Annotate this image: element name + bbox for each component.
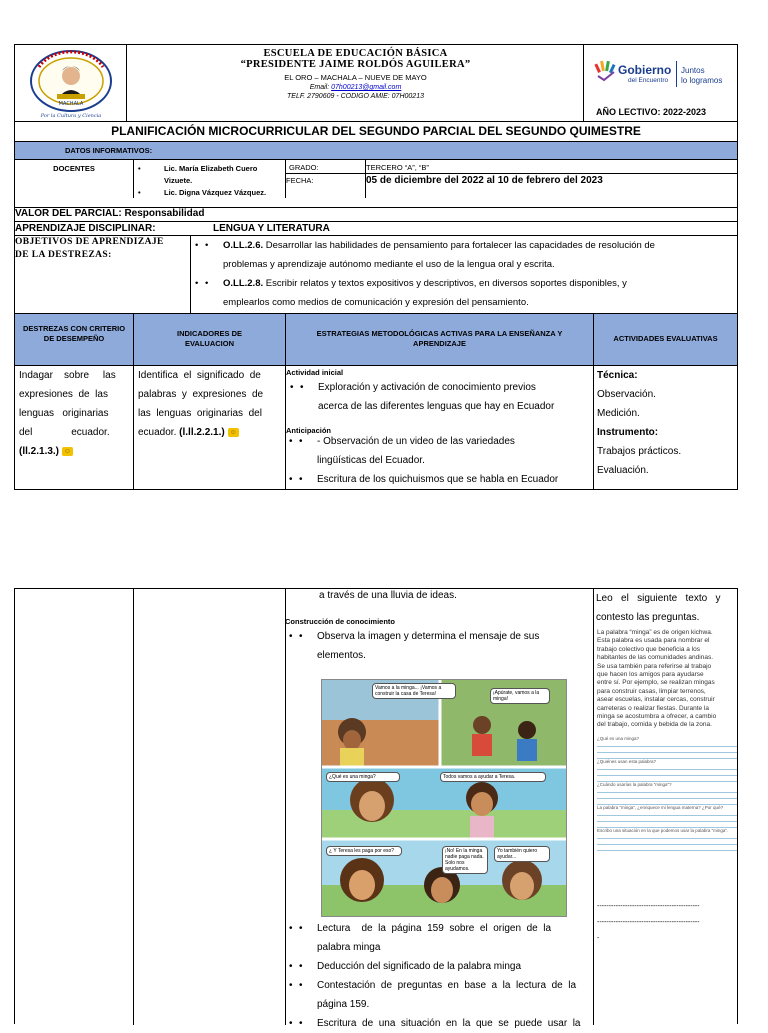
- questions-block: [597, 736, 737, 851]
- fecha-value: 05 de diciembre del 2022 al 10 de febrero del 2023: [366, 175, 603, 186]
- lectura-item-cont: palabra minga: [317, 942, 381, 953]
- reading-line: entre sí. Por ejemplo, se realizan mingas: [597, 679, 715, 687]
- docentes-list: [133, 160, 285, 198]
- destreza-cell: [19, 366, 131, 461]
- deduccion-item: Deducción del significado de la palabra minga: [317, 961, 522, 972]
- speech-bubble: ¿ Y Teresa les paga por eso?: [326, 846, 402, 856]
- question: ¿Quiénes usan esta palabra?: [597, 758, 657, 764]
- reading-line: Se usa también para referirse al trabajo: [597, 662, 712, 670]
- datos-header: [15, 141, 737, 160]
- estrategias-cont-cell: a través de una lluvia de ideas. Construcción de conocimiento • • Observa la imagen y determina el mensaje de sus elementos.: [285, 589, 593, 665]
- gov-logo-word1: Gobierno: [618, 63, 672, 77]
- actividades-cont-cell: [596, 589, 737, 627]
- school-year: AÑO LECTIVO: 2022-2023: [596, 107, 707, 117]
- objetivos-label: [15, 236, 190, 262]
- leo-line: contesto las preguntas.: [596, 612, 700, 623]
- anticip-item: - Observación de un video de las variedades: [317, 436, 515, 447]
- objetivo-text: Escribir relatos y textos expositivos y descriptivos, en diversos soportes disponibles, y: [265, 278, 627, 289]
- answer-lines[interactable]: [597, 810, 737, 828]
- indicador-cell: [133, 366, 285, 490]
- school-subname: “PRESIDENTE JAIME ROLDÓS AGUILERA”: [240, 59, 471, 70]
- actividad-inicial-label: Actividad inicial: [286, 368, 344, 377]
- tecnica-label: Técnica:: [597, 370, 638, 381]
- answer-lines[interactable]: [597, 833, 737, 851]
- question: ¿Cuándo usarías la palabra “minga”?: [597, 781, 672, 787]
- instrumento-item: Evaluación.: [597, 465, 649, 476]
- answer-lines[interactable]: [597, 787, 737, 805]
- col-indicadores-2: EVALUACION: [184, 339, 235, 348]
- col-divider: [133, 589, 135, 1025]
- docente-1-cont: Vizuete.: [164, 176, 193, 185]
- reading-line: para construir casas, limpiar terrenos,: [597, 687, 706, 695]
- destreza-code: (ll.2.1.3.): [19, 446, 60, 457]
- estrategias-cell: Actividad inicial • • Exploración y activación de conocimiento previos acerca de las diferentes lenguas que hay en Ecuador Anticipación: [285, 366, 594, 490]
- objetivo-item: • • O.LL.2.8. Escribir relatos y textos expositivos y descriptivos, en diversos soportes disponibles, y emplearlos como medios de comunicación y expresión del pensamiento.: [191, 274, 738, 312]
- observa-item: Observa la imagen y determina el mensaje de sus: [317, 631, 540, 642]
- contestacion-item-cont: página 159.: [317, 999, 370, 1010]
- objetivo-text: Desarrollar las habilidades de pensamiento para fortalecer las capacidades de resolución de: [265, 240, 655, 251]
- indicador-code: (l.ll.2.2.1.): [179, 427, 225, 438]
- indicador-line: palabras y expresiones de: [138, 389, 264, 400]
- destreza-line: Indagar sobre las: [19, 370, 116, 381]
- reading-line: La palabra “minga” es de origen kichwa.: [597, 629, 713, 636]
- destreza-line: lenguas originarias: [19, 408, 109, 419]
- col-estrategias: [285, 314, 593, 366]
- dash-lines: [597, 899, 737, 947]
- gov-logo-slogan: [681, 66, 722, 86]
- question: La palabra “minga”, ¿enriquece mi lengua materna? ¿Por qué?: [597, 804, 724, 810]
- objetivos-list: [190, 236, 738, 314]
- svg-text:MACHALA: MACHALA: [58, 101, 84, 107]
- objetivo-item: • • O.LL.2.6. Desarrollar las habilidades de pensamiento para fortalecer las capacidades de resolución de problemas y aprendizaje autónomo mediante el uso de la lengua oral y escrita.: [191, 236, 738, 274]
- col-estrategias-1: ESTRATEGIAS METODOLÓGICAS ACTIVAS PARA LA ENSEÑANZA Y: [316, 329, 563, 338]
- datos-row: [15, 159, 737, 198]
- dash-line: --------------------------------------------: [597, 919, 700, 926]
- speech-bubble: ¿Qué es una minga?: [326, 772, 400, 782]
- page-title: PLANIFICACIÓN MICROCURRICULAR DEL SEGUNDO PARCIAL DEL SEGUNDO QUIMESTRE: [15, 121, 737, 142]
- anticip-item-cont: lingüísticas del Ecuador.: [317, 455, 425, 466]
- dash-line: --------------------------------------------: [597, 903, 700, 910]
- indicador-line: Identifica el significado de: [138, 370, 261, 381]
- reading-text: [597, 629, 737, 730]
- cont-line: a través de una lluvia de ideas.: [319, 590, 457, 601]
- col-destrezas: [15, 324, 133, 344]
- reading-line: trabajo colectivo que beneficia a los: [597, 645, 700, 653]
- aprendizaje-value: LENGUA Y LITERATURA: [213, 223, 330, 234]
- col-indicadores-1: INDICADORES DE: [176, 329, 242, 338]
- question: ¿Qué es una minga?: [597, 735, 640, 741]
- col-indicadores: [133, 314, 285, 366]
- aprendizaje-row: [15, 221, 737, 236]
- construccion-label: Construcción de conocimiento: [285, 617, 396, 626]
- inicial-item-cont: acerca de las diferentes lenguas que hay en Ecuador: [318, 401, 555, 412]
- reading-line: del trabajo, comida y bebida de la zona.: [597, 721, 712, 729]
- col-estrategias-2: APRENDIZAJE: [413, 339, 466, 348]
- grado-label: GRADO:: [289, 163, 319, 172]
- smiley-icon: ☺: [63, 447, 71, 455]
- gov-logo-box: [583, 45, 740, 121]
- reading-line: minga se acostumbra a ofrecer, a cambio: [597, 713, 717, 721]
- grado-value: TERCERO “A”, “B”: [366, 163, 429, 172]
- instrumento-item: Trabajos prácticos.: [597, 446, 682, 457]
- docentes-label: DOCENTES: [53, 164, 95, 173]
- school-name: ESCUELA DE EDUCACIÓN BÁSICA: [263, 48, 448, 59]
- observa-item-cont: elementos.: [317, 650, 366, 661]
- reading-line: que hacen los amigos para ayudarse: [597, 671, 704, 679]
- docente-2: Lic. Digna Vázquez Vázquez.: [164, 188, 267, 197]
- col-divider: [593, 589, 595, 1025]
- objetivo-text-cont: emplearlos como medios de comunicación y expresión del pensamiento.: [223, 297, 529, 308]
- grado-fecha-labels: [285, 160, 366, 198]
- contestacion-item: Contestación de preguntas en base a la lectura de la: [317, 980, 577, 991]
- school-location: EL ORO – MACHALA – NUEVE DE MAYO: [284, 73, 427, 82]
- objetivo-text-cont: problemas y aprendizaje autónomo mediante el uso de la lengua oral y escrita.: [223, 259, 555, 270]
- reading-line: habitantes de las comunidades andinas.: [597, 654, 713, 662]
- speech-bubble: Vamos a la minga... ¡Vamos a construir la casa de Teresa!: [372, 683, 456, 699]
- reading-line: carreteras o realizar fiestas. Durante la: [597, 704, 709, 712]
- tecnica-item: Medición.: [597, 408, 640, 419]
- objetivos-label-1: OBJETIVOS DE APRENDIZAJE: [15, 237, 164, 247]
- col-destrezas-1: DESTREZAS CON CRITERIO: [22, 324, 126, 333]
- answer-lines[interactable]: [597, 764, 737, 782]
- gov-logo-icon: [594, 58, 618, 87]
- email-label: Email:: [309, 84, 330, 91]
- question: Escribo una situación en la que podemos usar la palabra “minga”.: [597, 827, 729, 833]
- speech-bubble: ¡Apúrate, vamos a la minga!: [490, 688, 550, 704]
- school-info: [126, 45, 584, 121]
- school-phone: TELF. 2790609 - CODIGO AMIE: 07H00213: [287, 93, 424, 100]
- gov-slogan-1: Juntos: [681, 66, 705, 75]
- objetivos-label-2: DE LA DESTREZAS:: [15, 250, 112, 260]
- page-1-table: [14, 44, 738, 490]
- fecha-label: FECHA:: [286, 176, 314, 185]
- answer-lines[interactable]: [597, 741, 737, 759]
- escritura-item: Escritura de una situación en la que se puede usar la: [317, 1018, 581, 1029]
- objetivos-row: [15, 235, 737, 314]
- objetivo-code: O.LL.2.8.: [223, 278, 264, 289]
- lectura-item: Lectura de la página 159 sobre el origen de la: [317, 923, 552, 934]
- grado-fecha-values: [365, 160, 738, 198]
- comic-image: [321, 679, 567, 917]
- speech-bubble: Yo también quiero ayudar...: [494, 846, 550, 862]
- docente-1: Lic. María Elizabeth Cuero: [164, 164, 258, 173]
- col-destrezas-2: DE DESEMPEÑO: [43, 334, 105, 343]
- page-2-table: [14, 588, 738, 1029]
- leo-line: Leo el siguiente texto y: [596, 593, 721, 604]
- instrumento-label: Instrumento:: [597, 427, 659, 438]
- valor-parcial: VALOR DEL PARCIAL: Responsabilidad: [15, 207, 737, 222]
- email-link[interactable]: 07h00213@gmail.com: [331, 84, 402, 91]
- smiley-icon: ☺: [229, 428, 237, 436]
- anticipacion-list: • • - Observación de un video de las variedades lingüísticas del Ecuador. • • Escritura de los quichuismos que se habla en Ecuador: [285, 432, 590, 489]
- school-seal: [15, 45, 126, 121]
- destreza-line: del ecuador.: [19, 427, 110, 438]
- anticipacion-label: Anticipación: [286, 426, 332, 435]
- datos-label: DATOS INFORMATIVOS:: [65, 146, 153, 155]
- speech-bubble: Todos vamos a ayudar a Teresa.: [440, 772, 546, 782]
- actividades-cell: [593, 366, 737, 490]
- col-actividades: ACTIVIDADES EVALUATIVAS: [593, 314, 737, 366]
- speech-bubble: ¡No! En la minga nadie paga nada. Solo nos ayudamos.: [442, 846, 488, 874]
- destreza-line: expresiones de las: [19, 389, 108, 400]
- column-headers: [15, 313, 737, 366]
- objetivo-code: O.LL.2.6.: [223, 240, 264, 251]
- gov-slogan-2: lo logramos: [681, 76, 723, 85]
- reading-worksheet: [597, 629, 737, 905]
- reading-line: asear escuelas, instalar cercas, construir: [597, 696, 715, 704]
- dash-line: -: [597, 935, 600, 942]
- aprendizaje-label: APRENDIZAJE DISCIPLINAR:: [15, 223, 156, 234]
- gov-logo-word2: del Encuentro: [628, 77, 669, 84]
- inicial-item: Exploración y activación de conocimiento previos: [318, 382, 536, 393]
- reading-line: Esta palabra es usada para nombrar el: [597, 637, 710, 645]
- estrategias-list-2: • • Lectura de la página 159 sobre el origen de la palabra minga • • Deducción del significado de la palabra minga • • Contestación de preguntas en base a la lectura de la página 159. • • Escritura de una situación en la que se puede usar la: [285, 919, 593, 1033]
- spacer-row: [15, 197, 737, 207]
- indicador-line: las lenguas originarias del: [138, 408, 262, 419]
- indicador-line: ecuador.: [138, 427, 177, 438]
- svg-text:Por la Cultura y Ciencia: Por la Cultura y Ciencia: [40, 113, 102, 119]
- anticip-item: Escritura de los quichuismos que se habla en Ecuador: [317, 474, 559, 485]
- tecnica-item: Observación.: [597, 389, 656, 400]
- gov-logo-divider: [676, 61, 677, 87]
- school-email-line: [127, 84, 584, 91]
